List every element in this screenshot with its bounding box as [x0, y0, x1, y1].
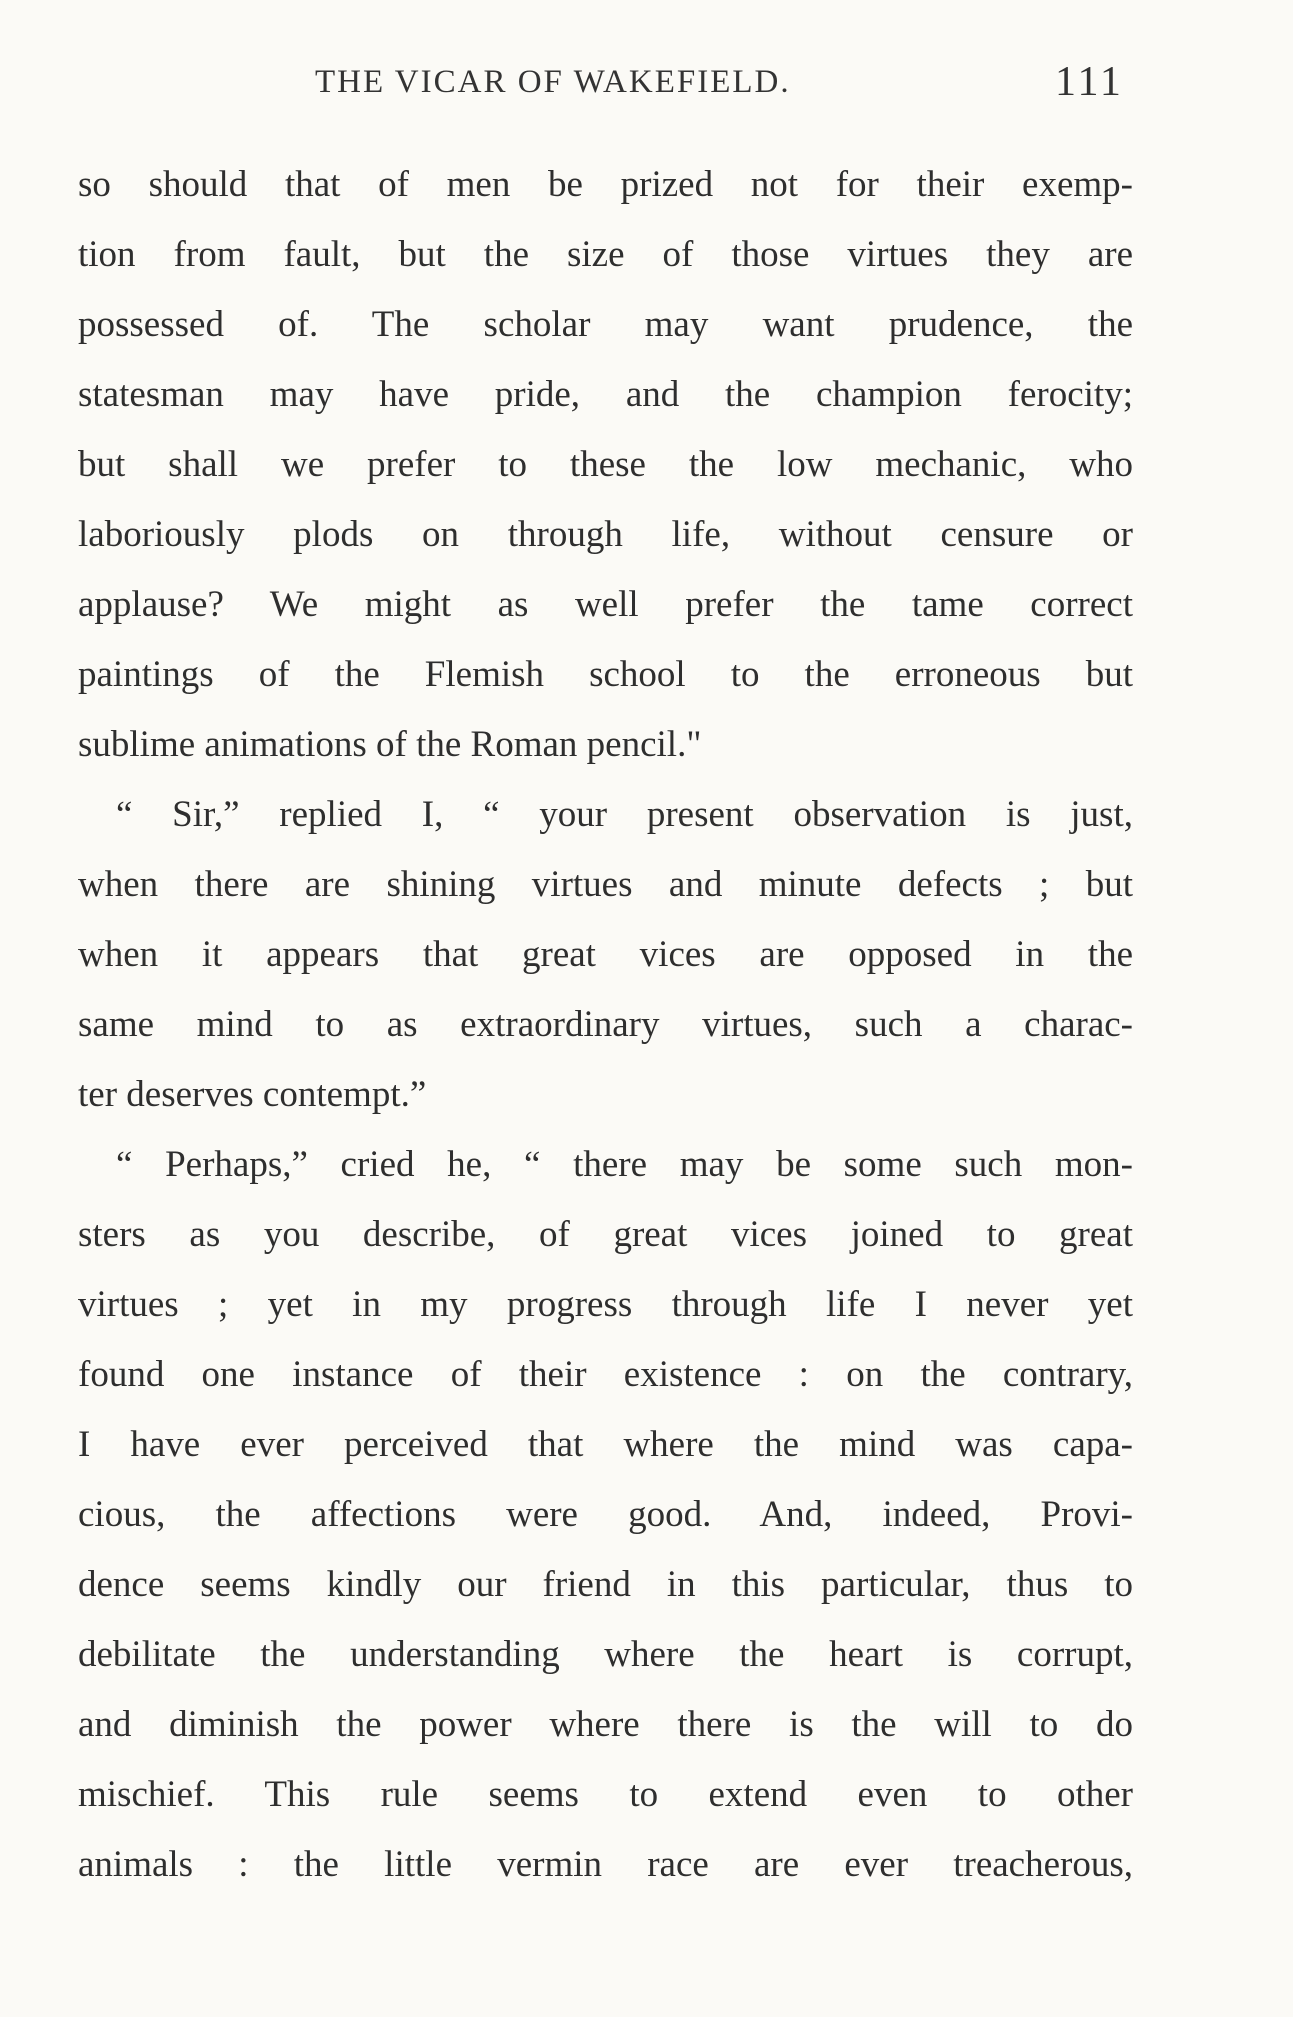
text-line: but shall we prefer to these the low mechanic, who — [78, 444, 1133, 485]
text-line: when it appears that great vices are opposed in the — [78, 934, 1133, 975]
text-line: animals : the little vermin race are ever treacherous, — [78, 1844, 1133, 1885]
text-line: statesman may have pride, and the champion ferocity; — [78, 374, 1133, 415]
text-line: mischief. This rule seems to extend even to other — [78, 1774, 1133, 1815]
text-line: possessed of. The scholar may want prudence, the — [78, 304, 1133, 345]
running-title: THE VICAR OF WAKEFIELD. — [315, 64, 791, 100]
text-line: applause? We might as well prefer the tame correct — [78, 584, 1133, 625]
text-line: ter deserves contempt.” — [78, 1074, 427, 1115]
text-line: virtues ; yet in my progress through life I never yet — [78, 1284, 1133, 1325]
text-line: laboriously plods on through life, without censure or — [78, 514, 1133, 555]
page-number: 111 — [1055, 59, 1124, 105]
text-line: found one instance of their existence : on the contrary, — [78, 1354, 1133, 1395]
text-line: so should that of men be prized not for their exemp- — [78, 164, 1133, 205]
text-line: when there are shining virtues and minute defects ; but — [78, 864, 1133, 905]
text-line: “ Sir,” replied I, “ your present observation is just, — [116, 794, 1133, 835]
text-line: paintings of the Flemish school to the erroneous but — [78, 654, 1133, 695]
text-line: I have ever perceived that where the mind was capa- — [78, 1424, 1133, 1465]
text-line: sters as you describe, of great vices joined to great — [78, 1214, 1133, 1255]
body-text — [78, 150, 1133, 1900]
text-line: “ Perhaps,” cried he, “ there may be some such mon- — [116, 1144, 1133, 1185]
text-line: debilitate the understanding where the heart is corrupt, — [78, 1634, 1133, 1675]
running-header — [0, 58, 1293, 108]
text-line: dence seems kindly our friend in this particular, thus to — [78, 1564, 1133, 1605]
text-line: cious, the affections were good. And, indeed, Provi- — [78, 1494, 1133, 1535]
text-line: sublime animations of the Roman pencil." — [78, 724, 702, 765]
text-line: same mind to as extraordinary virtues, such a charac- — [78, 1004, 1133, 1045]
text-line: tion from fault, but the size of those virtues they are — [78, 234, 1133, 275]
text-line: and diminish the power where there is the will to do — [78, 1704, 1133, 1745]
